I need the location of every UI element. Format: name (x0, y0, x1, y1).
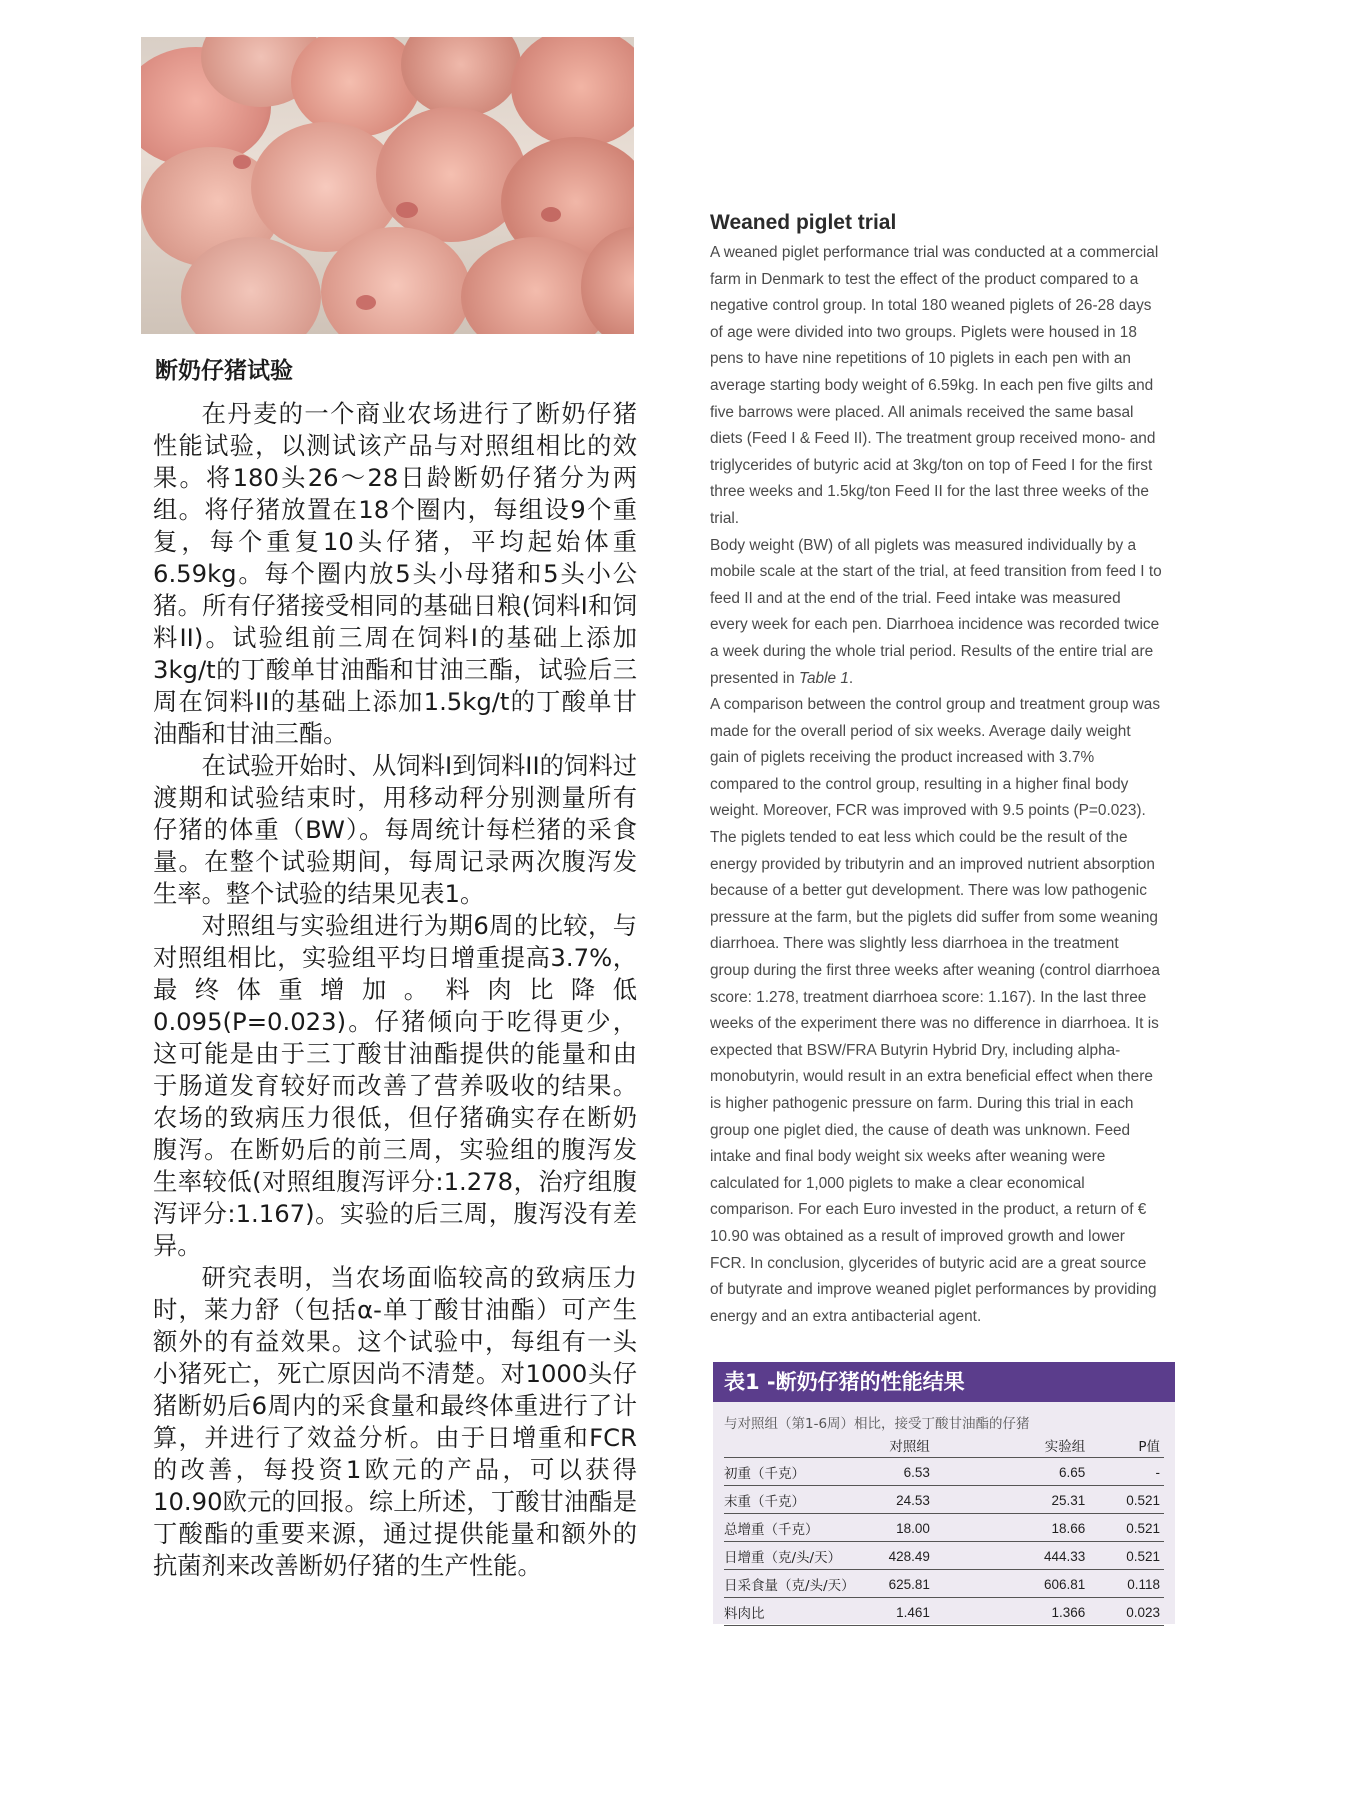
table-cell: 0.521 (1089, 1514, 1164, 1542)
table-cell: 25.31 (934, 1486, 1089, 1514)
en-paragraph: A comparison between the control group and treatment group was made for the overall period of six weeks. Average daily weight gain of piglets receiving the product increased with 3.7% compared to the control group, resulting in a higher final body weight. Moreover, FCR was improved with 9.5 points (P=0.023). The piglets tended to eat less which could be the result of the energy provided by tributyrin and an improved nutrient absorption because of a better gut development. There was low pathogenic pressure at the farm, but the piglets did suffer from some weaning diarrhoea. There was slightly less diarrhoea in the treatment group during the first three weeks after weaning (control diarrhoea score: 1.278, treatment diarrhoea score: 1.167). In the last three weeks of the experiment there was no difference in diarrhoea. It is expected that BSW/FRA Butyrin Hybrid Dry, including alpha-monobutyrin, would result in an extra beneficial effect when there is higher pathogenic pressure on farm. During this trial in each group one piglet died, the cause of death was unknown. Feed intake and final body weight six weeks after weaning were calculated for 1,000 piglets to make a clear economical comparison. For each Euro invested in the product, a return of € 10.90 was obtained as a result of improved growth and lower FCR. In conclusion, glycerides of butyric acid are a great source of butyrate and improve weaned piglet performances by providing energy and an extra antibacterial agent. (710, 696, 1161, 1325)
table-row (724, 1458, 1164, 1486)
row-label: 末重（千克） (724, 1486, 869, 1514)
zh-paragraph: 在试验开始时、从饲料I到饲料II的饲料过渡期和试验结束时，用移动秤分别测量所有仔猪的体重（BW）。每周统计每栏猪的采食量。在整个试验期间，每周记录两次腹泻发生率。整个试验的结果见表1。 (153, 751, 637, 908)
column-header (724, 1432, 869, 1458)
en-text: . (848, 669, 854, 687)
zh-section-title: 断奶仔猪试验 (155, 358, 293, 384)
en-section-title: Weaned piglet trial (710, 211, 897, 234)
en-paragraph (710, 533, 1162, 693)
table-subtitle: 与对照组（第1-6周）相比，接受丁酸甘油酯的仔猪 (724, 1416, 1030, 1432)
en-text: Body weight (BW) of all piglets was measured individually by a mobile scale at the start of the trial, at feed transition from feed I to feed II and at the end of the trial. Feed intake was measured every week for each pen. Diarrhoea incidence was recorded twice a week during the whole trial period. Results of the entire trial are presented in (710, 536, 1162, 687)
table-cell: 0.118 (1089, 1570, 1164, 1598)
table-header-row (724, 1432, 1164, 1458)
row-label: 日增重（克/头/天） (724, 1542, 869, 1570)
table-cell: 1.366 (934, 1598, 1089, 1626)
table-cell: 625.81 (869, 1570, 934, 1598)
table-cell: 6.65 (934, 1458, 1089, 1486)
en-paragraph: A weaned piglet performance trial was conducted at a commercial farm in Denmark to test the effect of the product compared to a negative control group. In total 180 weaned piglets of 26-28 days of age were divided into two groups. Piglets were housed in 18 pens to have nine repetitions of 10 piglets in each pen with an average starting body weight of 6.59kg. In each pen five gilts and five barrows were placed. All animals received the same basal diets (Feed I & Feed II). The treatment group received mono- and triglycerides of butyric acid at 3kg/ton on top of Feed I for the first three weeks and 1.5kg/ton Feed II for the last three weeks of the trial. (710, 244, 1159, 527)
row-label: 日采食量（克/头/天） (724, 1570, 869, 1598)
table-cell: 428.49 (869, 1542, 934, 1570)
table-cell: 24.53 (869, 1486, 934, 1514)
zh-paragraph: 在丹麦的一个商业农场进行了断奶仔猪性能试验，以测试该产品与对照组相比的效果。将180头26～28日龄断奶仔猪分为两组。将仔猪放置在18个圈内，每组设9个重复，每个重复10头仔猪，平均起始体重6.59kg。每个圈内放5头小母猪和5头小公猪。所有仔猪接受相同的基础日粮(饲料I和饲料II)。试验组前三周在饲料I的基础上添加3kg/t的丁酸单甘油酯和甘油三酯，试验后三周在饲料II的基础上添加1.5kg/t的丁酸单甘油酯和甘油三酯。 (153, 399, 637, 748)
column-header: P值 (1089, 1432, 1164, 1458)
table-cell: 6.53 (869, 1458, 934, 1486)
en-body-text (710, 240, 1162, 1330)
row-label: 料肉比 (724, 1598, 869, 1626)
table-cell: 0.521 (1089, 1542, 1164, 1570)
piglets-photo (141, 37, 634, 334)
column-header: 对照组 (869, 1432, 934, 1458)
results-table-panel (713, 1362, 1175, 1624)
table-cell: 18.00 (869, 1514, 934, 1542)
table-row (724, 1514, 1164, 1542)
table-row (724, 1542, 1164, 1570)
table-cell: 0.521 (1089, 1486, 1164, 1514)
table-cell: 1.461 (869, 1598, 934, 1626)
table-cell: 444.33 (934, 1542, 1089, 1570)
table-row (724, 1486, 1164, 1514)
zh-paragraph: 研究表明，当农场面临较高的致病压力时，莱力舒（包括α-单丁酸甘油酯）可产生额外的有益效果。这个试验中，每组有一头小猪死亡，死亡原因尚不清楚。对1000头仔猪断奶后6周内的采食量和最终体重进行了计算，并进行了效益分析。由于日增重和FCR的改善，每投资1欧元的产品，可以获得10.90欧元的回报。综上所述，丁酸甘油酯是丁酸酯的重要来源，通过提供能量和额外的抗菌剂来改善断奶仔猪的生产性能。 (153, 1263, 637, 1580)
zh-paragraph: 对照组与实验组进行为期6周的比较，与对照组相比，实验组平均日增重提高3.7%，最终体重增加。料肉比降低0.095(P=0.023)。仔猪倾向于吃得更少，这可能是由于三丁酸甘油酯提供的能量和由于肠道发育较好而改善了营养吸收的结果。农场的致病压力很低，但仔猪确实存在断奶腹泻。在断奶后的前三周，实验组的腹泻发生率较低(对照组腹泻评分:1.278，治疗组腹泻评分:1.167)。实验的后三周，腹泻没有差异。 (153, 911, 637, 1260)
row-label: 总增重（千克） (724, 1514, 869, 1542)
zh-body-text (153, 398, 637, 1582)
table-row (724, 1570, 1164, 1598)
table-row (724, 1598, 1164, 1626)
table-title: 表1 -断奶仔猪的性能结果 (713, 1362, 1175, 1402)
results-table (724, 1432, 1164, 1626)
table-cell: 606.81 (934, 1570, 1089, 1598)
column-header: 实验组 (934, 1432, 1089, 1458)
table-reference: Table 1 (799, 669, 849, 687)
table-cell: - (1089, 1458, 1164, 1486)
row-label: 初重（千克） (724, 1458, 869, 1486)
table-cell: 18.66 (934, 1514, 1089, 1542)
table-cell: 0.023 (1089, 1598, 1164, 1626)
